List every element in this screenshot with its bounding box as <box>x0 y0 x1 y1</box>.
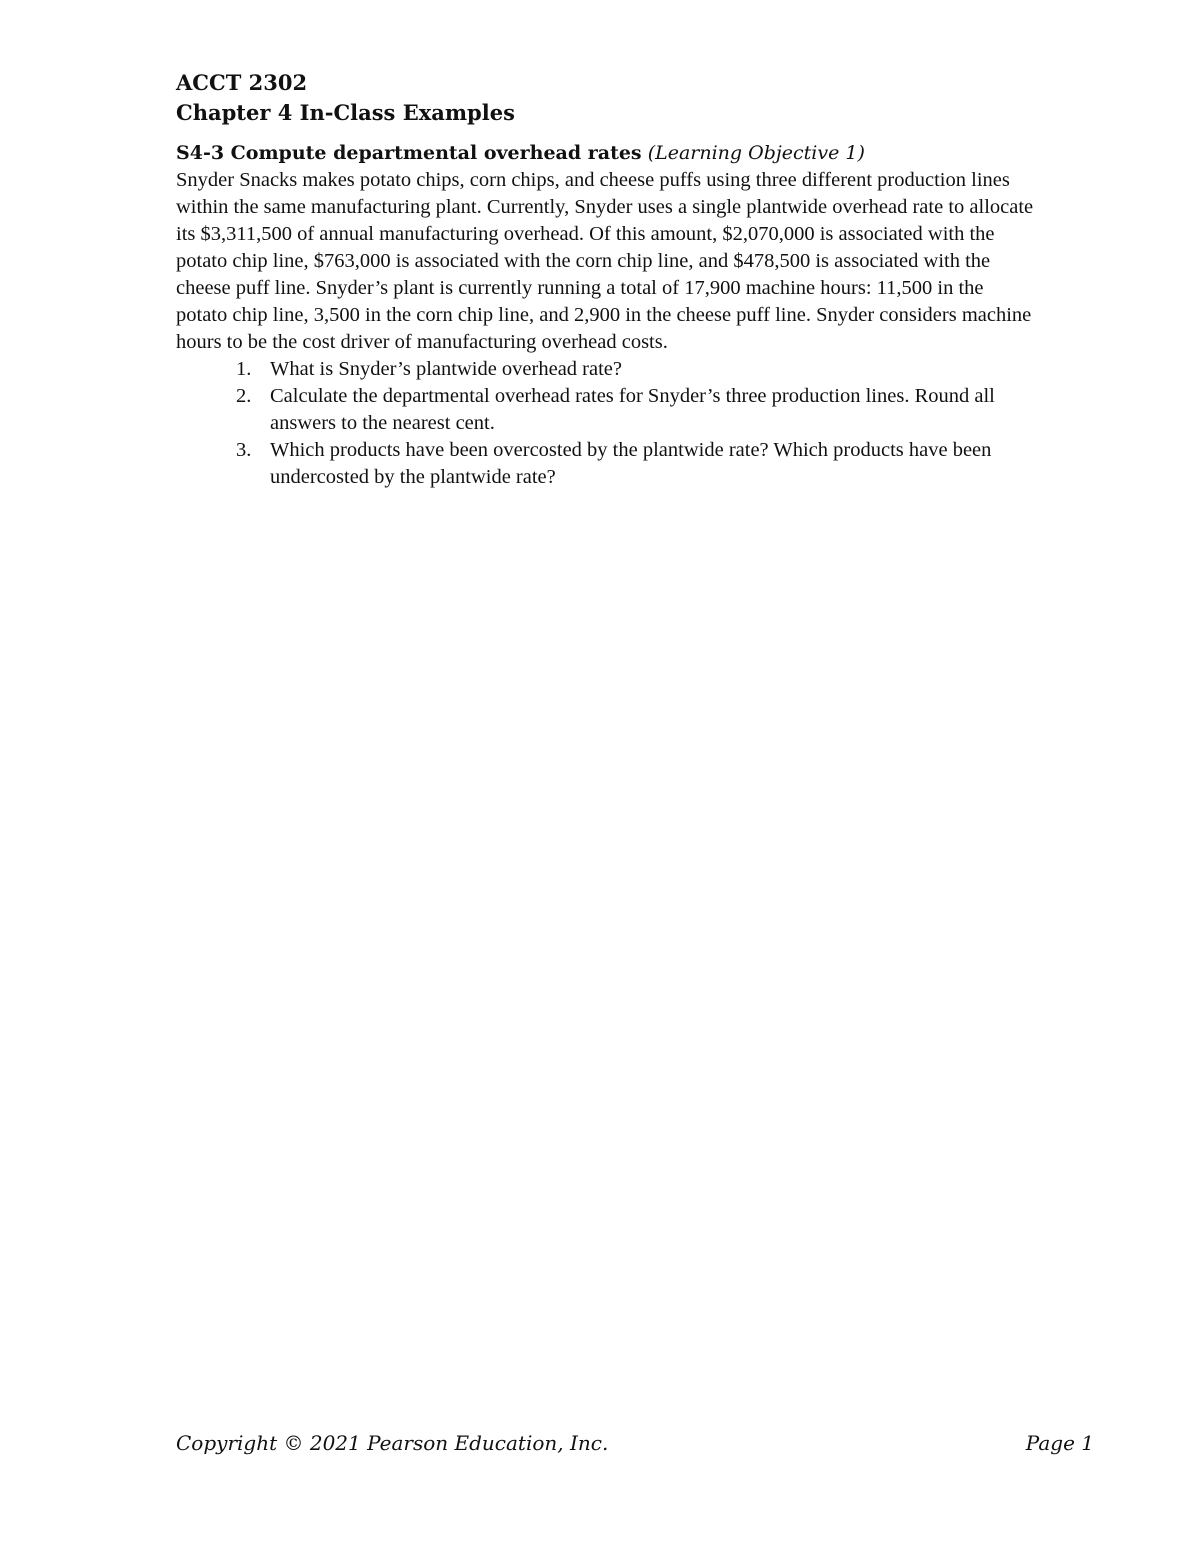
question-text: Which products have been overcosted by the plantwide rate? Which products have been undercosted by the plantwide rate? <box>270 439 992 488</box>
question-text: What is Snyder’s plantwide overhead rate? <box>270 358 622 380</box>
course-code: ACCT 2302 <box>176 70 308 95</box>
question-number: 3. <box>236 439 252 461</box>
page-content <box>176 68 1036 491</box>
page-number: Page 1 <box>1025 1431 1094 1455</box>
question-number: 1. <box>236 358 252 380</box>
question-number: 2. <box>236 385 252 407</box>
question-text: Calculate the departmental overhead rates for Snyder’s three production lines. Round all answers to the nearest cent. <box>270 385 995 434</box>
problem-body: Snyder Snacks makes potato chips, corn chips, and cheese puffs using three different production lines within the same manufacturing plant. Currently, Snyder uses a single plantwide overhead rate to allocate its $3,311,500 of annual manufacturing overhead. Of this amount, $2,070,000 is associated with the potato chip line, $763,000 is associated with the corn chip line, and $478,500 is associated with the cheese puff line. Snyder’s plant is currently running a total of 17,900 machine hours: 11,500 in the potato chip line, 3,500 in the corn chip line, and 2,900 in the cheese puff line. Snyder considers machine hours to be the cost driver of manufacturing overhead costs. <box>176 169 1034 353</box>
question-list <box>176 356 1036 491</box>
problem-title: S4-3 Compute departmental overhead rates <box>176 142 642 164</box>
chapter-title: Chapter 4 In-Class Examples <box>176 100 515 125</box>
question-item <box>176 383 1036 437</box>
page-footer <box>176 1428 1094 1458</box>
question-item <box>176 356 1036 383</box>
learning-objective: (Learning Objective 1) <box>647 142 865 164</box>
problem-heading <box>176 140 1036 167</box>
copyright-notice: Copyright © 2021 Pearson Education, Inc. <box>176 1431 609 1455</box>
question-item <box>176 437 1036 491</box>
